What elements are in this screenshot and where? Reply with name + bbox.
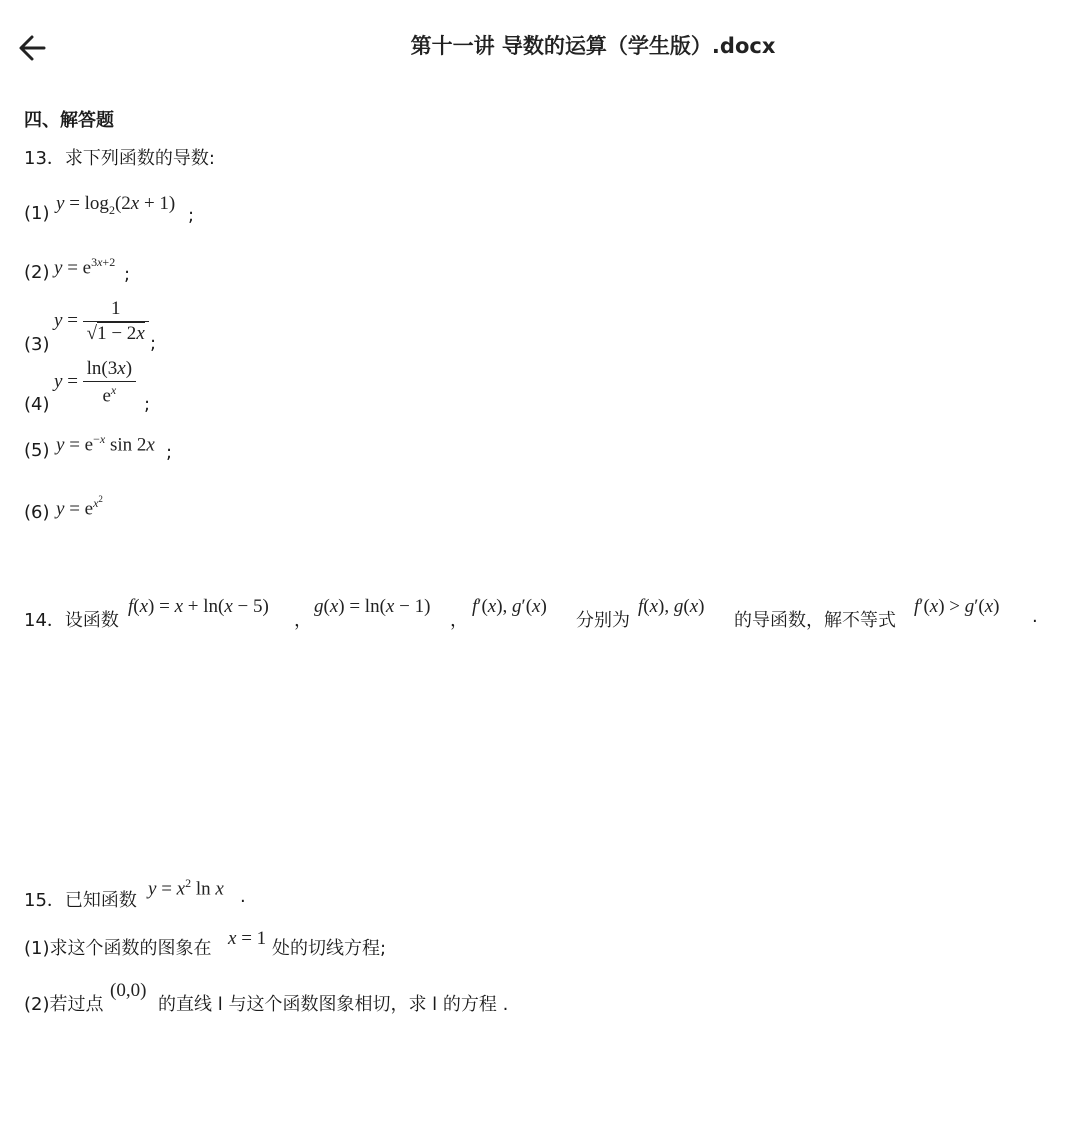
q15-part1-lead: (1)求这个函数的图象在	[24, 938, 212, 959]
q13-stem: 13．求下列函数的导数:	[24, 148, 215, 169]
top-bar	[0, 0, 1080, 92]
q14-derivatives: f′(x), g′(x)	[472, 596, 547, 617]
q13-item-6-label: (6)	[24, 502, 50, 523]
q15-part1-point: x = 1	[228, 928, 267, 949]
q13-item-1-label: (1)	[24, 203, 50, 224]
q14-f-definition: f(x) = x + ln(x − 5)	[128, 596, 269, 617]
q15-part2-tail: 的直线 l 与这个函数图象相切，求 l 的方程 .	[158, 994, 509, 1015]
q14-comma-2: ，	[450, 610, 468, 631]
q13-item-1-formula: $y = \log_2(2x + 1)$	[56, 193, 176, 217]
section-heading: 四、解答题	[24, 110, 114, 131]
q13-item-5-formula: $y = e^{-x}$ sin 2x	[56, 432, 155, 456]
q13-item-4-label: (4)	[24, 394, 50, 415]
q13-item-4-punct: ;	[144, 394, 151, 415]
q14-comma-1: ，	[294, 610, 312, 631]
q14-end: .	[1032, 606, 1038, 627]
q15-lead: 15．已知函数	[24, 890, 137, 911]
q14-mid-text: 分别为	[576, 610, 630, 631]
q14-g-definition: g(x) = ln(x − 1)	[314, 596, 431, 617]
q13-item-6-formula: $y = e^{x^2}$	[56, 494, 103, 520]
q13-item-3-label: (3)	[24, 334, 50, 355]
q15-part2-point: (0,0)	[110, 980, 147, 1001]
q14-inequality: f′(x) > g′(x)	[914, 596, 1000, 617]
q14-tail-text: 的导函数，解不等式	[734, 610, 896, 631]
q13-item-5-punct: ;	[166, 442, 173, 463]
q15-end: .	[240, 886, 246, 907]
document-title: 第十一讲 导数的运算（学生版）.docx	[410, 34, 776, 58]
q13-item-2-label: (2)	[24, 262, 50, 283]
q15-part2-lead: (2)若过点	[24, 994, 104, 1015]
q13-item-3-formula: y = $\frac{1}{√1 - 2x}$	[54, 298, 149, 345]
q14-functions: f(x), g(x)	[638, 596, 705, 617]
q13-item-2-punct: ;	[124, 264, 131, 285]
q13-item-4-formula: y = $\frac{\ln(3x)}{e^x}$	[54, 358, 136, 407]
q13-item-1-punct: ;	[188, 205, 195, 226]
q13-item-2-formula: $y = e^{3x+2}$	[54, 255, 116, 279]
q13-item-3-punct: ;	[150, 333, 157, 354]
q13-item-5-label: (5)	[24, 440, 50, 461]
q15-part1-tail: 处的切线方程;	[272, 938, 387, 959]
q15-function: $y = x^2$ ln x	[148, 876, 224, 900]
q14-lead: 14．设函数	[24, 610, 119, 631]
